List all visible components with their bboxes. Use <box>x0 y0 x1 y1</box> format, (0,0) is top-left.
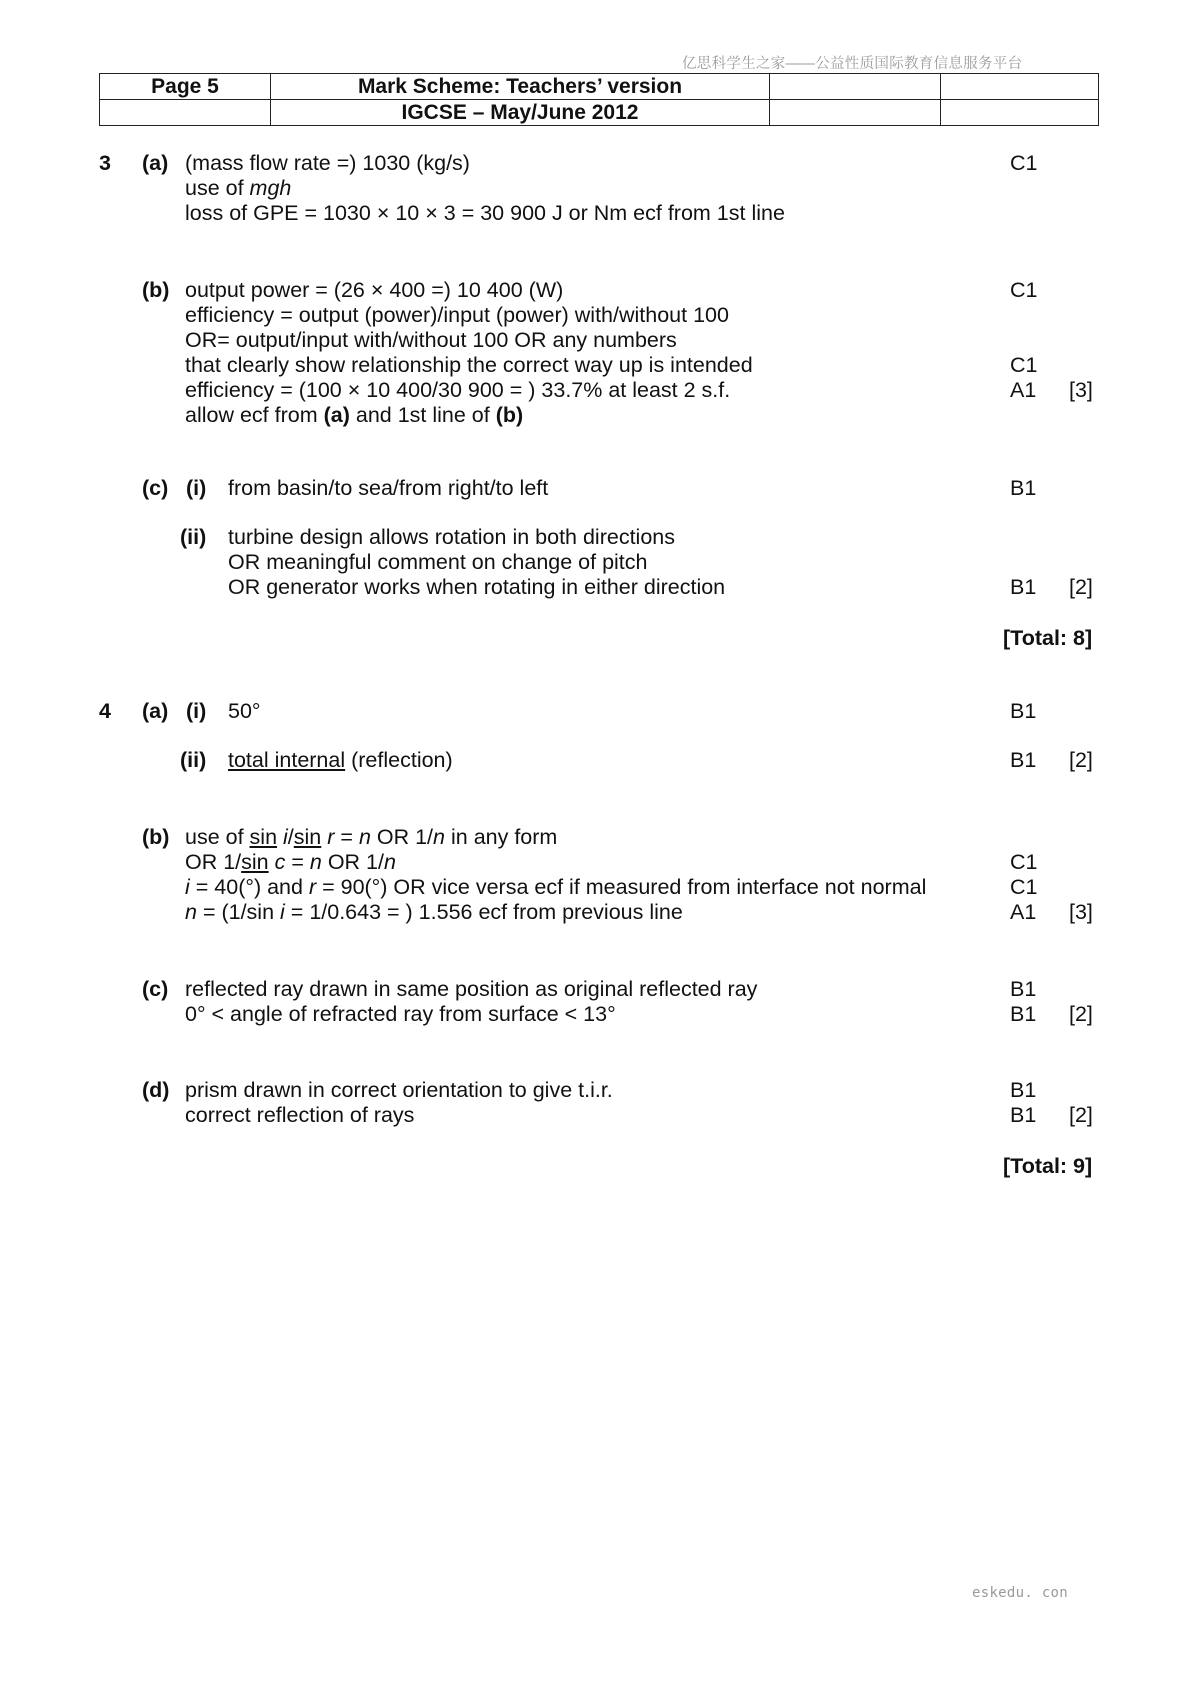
sub-label-4a-ii: (ii) <box>180 748 207 772</box>
text-span: (reflection) <box>345 748 453 772</box>
mark-4c-2: B1 <box>1010 1002 1037 1026</box>
answer-line-4c-2: 0° < angle of refracted ray from surface < 13° <box>185 1002 616 1026</box>
text-span: = <box>285 850 310 874</box>
italic-symbol: n <box>309 850 322 874</box>
part-label-3a: (a) <box>142 151 169 175</box>
underlined-term: sin <box>293 825 322 849</box>
text-span: = 90(°) OR vice versa ecf if measured from interface not normal <box>316 875 927 899</box>
question-number-3: 3 <box>99 151 111 175</box>
part-label-4d: (d) <box>142 1078 170 1102</box>
text-span: and 1st line of <box>349 403 496 427</box>
total-question-4: [Total: 9] <box>1003 1154 1093 1178</box>
mark-4b-2: C1 <box>1010 850 1038 874</box>
header-empty-cell <box>941 74 1099 100</box>
part-label-4b: (b) <box>142 825 170 849</box>
question-number-4: 4 <box>99 699 111 723</box>
italic-symbol: r <box>308 875 317 899</box>
underlined-term: sin <box>249 825 278 849</box>
watermark-bottom: eskedu. con <box>972 1585 1069 1601</box>
mark-3b-1: C1 <box>1010 278 1038 302</box>
answer-line-4b-1 <box>185 827 557 849</box>
subtotal-4c: [2] <box>1069 1002 1093 1026</box>
bold-ref: (b) <box>495 403 524 427</box>
part-label-3b: (b) <box>142 278 170 302</box>
answer-line-3c-ii-1: turbine design allows rotation in both directions <box>228 525 675 549</box>
answer-line-3a-1: (mass flow rate =) 1030 (kg/s) <box>185 151 470 175</box>
answer-line-3a-2 <box>185 178 291 200</box>
answer-line-3b-5: efficiency = (100 × 10 400/30 900 = ) 33.7% at least 2 s.f. <box>185 378 731 402</box>
mark-4b-4: A1 <box>1010 900 1037 924</box>
mark-4c-1: B1 <box>1010 977 1037 1001</box>
answer-line-3c-ii-3: OR generator works when rotating in either direction <box>228 575 726 599</box>
watermark-top: 亿思科学生之家——公益性质国际教育信息服务平台 <box>682 56 1023 72</box>
answer-line-3b-4: that clearly show relationship the correct way up is intended <box>185 353 753 377</box>
answer-line-3c-i: from basin/to sea/from right/to left <box>228 476 549 500</box>
mark-3c-ii: B1 <box>1010 575 1037 599</box>
subtotal-3b: [3] <box>1069 378 1093 402</box>
answer-line-4a-i: 50° <box>228 699 261 723</box>
header-empty-cell <box>941 100 1099 126</box>
mark-4d-2: B1 <box>1010 1103 1037 1127</box>
text-span: OR 1/ <box>370 825 434 849</box>
answer-line-4b-3 <box>185 877 926 899</box>
part-label-4c: (c) <box>142 977 169 1001</box>
subtotal-4d: [2] <box>1069 1103 1093 1127</box>
header-title: Mark Scheme: Teachers’ version <box>271 74 770 100</box>
header-empty-cell <box>770 100 941 126</box>
answer-line-3b-6 <box>185 405 523 427</box>
part-label-4a: (a) <box>142 699 169 723</box>
header-exam: IGCSE – May/June 2012 <box>271 100 770 126</box>
italic-symbol: n <box>185 900 197 924</box>
italic-symbol: n <box>358 825 371 849</box>
italic-term: mgh <box>249 176 292 200</box>
part-label-3c: (c) <box>142 476 169 500</box>
answer-line-4c-1: reflected ray drawn in same position as original reflected ray <box>185 977 758 1001</box>
text-span: in any form <box>445 825 558 849</box>
italic-symbol: n <box>384 850 396 874</box>
mark-3b-4: C1 <box>1010 353 1038 377</box>
italic-symbol: r <box>327 825 335 849</box>
header-empty-cell <box>770 74 941 100</box>
underlined-term: total internal <box>228 748 346 772</box>
text-span: = 1/0.643 = ) 1.556 ecf from previous line <box>284 900 683 924</box>
answer-line-4d-2: correct reflection of rays <box>185 1103 415 1127</box>
italic-symbol: c <box>274 850 286 874</box>
answer-line-3b-3: OR= output/input with/without 100 OR any numbers <box>185 328 677 352</box>
italic-symbol: i <box>283 825 288 849</box>
mark-4b-3: C1 <box>1010 875 1038 899</box>
text-span: = (1/sin <box>196 900 281 924</box>
subtotal-4a: [2] <box>1069 748 1093 772</box>
answer-line-3a-3: loss of GPE = 1030 × 10 × 3 = 30 900 J or Nm ecf from 1st line <box>185 201 785 225</box>
answer-line-3c-ii-2: OR meaningful comment on change of pitch <box>228 550 648 574</box>
subtotal-3c: [2] <box>1069 575 1093 599</box>
text-span: / <box>287 825 294 849</box>
mark-3a-1: C1 <box>1010 151 1038 175</box>
bold-ref: (a) <box>323 403 350 427</box>
subtotal-4b: [3] <box>1069 900 1093 924</box>
answer-line-3b-2: efficiency = output (power)/input (power) with/without 100 <box>185 303 729 327</box>
mark-3c-i: B1 <box>1010 476 1037 500</box>
text-span: use of <box>185 825 250 849</box>
answer-line-4a-ii <box>228 750 453 772</box>
text-span: allow ecf from <box>185 403 324 427</box>
underlined-term: sin <box>241 850 269 874</box>
text-span: = 40(°) and <box>189 875 309 899</box>
text-span: = <box>334 825 359 849</box>
mark-4a-i: B1 <box>1010 699 1037 723</box>
sub-label-3c-ii: (ii) <box>180 525 207 549</box>
header-empty-cell <box>100 100 271 126</box>
sub-label-4a-i: (i) <box>186 699 207 723</box>
italic-symbol: n <box>433 825 446 849</box>
answer-line-3b-1: output power = (26 × 400 =) 10 400 (W) <box>185 278 564 302</box>
mark-4d-1: B1 <box>1010 1078 1037 1102</box>
text-span: use of <box>185 176 250 200</box>
mark-3b-5: A1 <box>1010 378 1037 402</box>
mark-4a-ii: B1 <box>1010 748 1037 772</box>
italic-symbol: i <box>280 900 285 924</box>
header-table <box>99 73 1099 126</box>
answer-line-4d-1: prism drawn in correct orientation to give t.i.r. <box>185 1078 613 1102</box>
italic-symbol: i <box>185 875 190 899</box>
total-question-3: [Total: 8] <box>1003 626 1093 650</box>
answer-line-4b-2 <box>185 852 396 874</box>
text-span: OR 1/ <box>185 850 242 874</box>
text-span: OR 1/ <box>321 850 384 874</box>
answer-line-4b-4 <box>185 902 683 924</box>
sub-label-3c-i: (i) <box>186 476 207 500</box>
header-page: Page 5 <box>100 74 271 100</box>
